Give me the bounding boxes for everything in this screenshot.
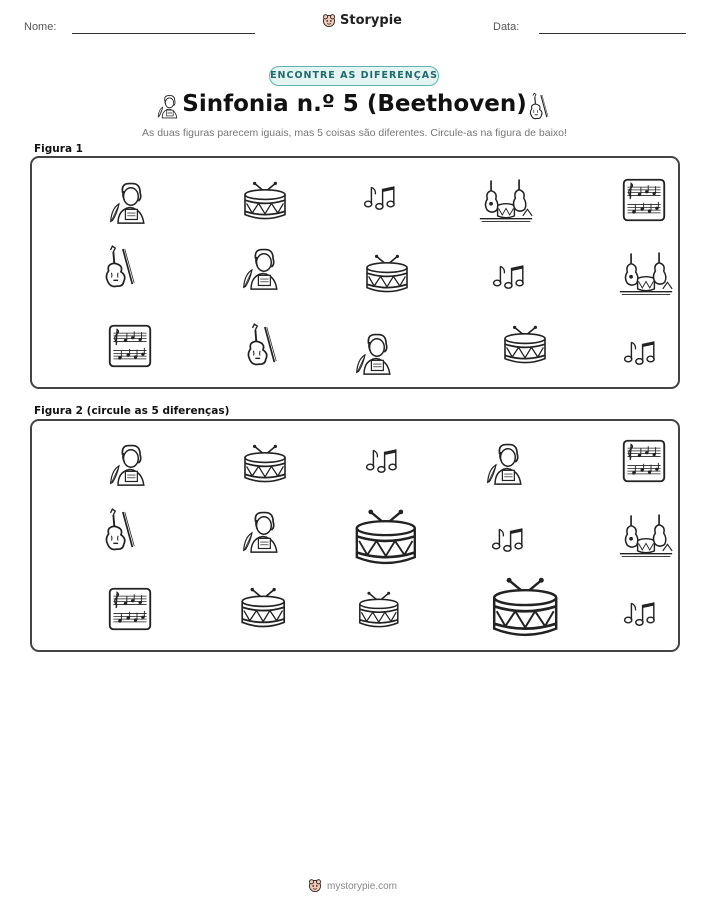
drum-icon [501, 324, 549, 366]
music-notes-icon[interactable] [489, 522, 529, 554]
date-label: Data: [493, 21, 520, 33]
violin-icon [243, 319, 281, 373]
drum-icon[interactable] [238, 586, 288, 630]
drum-icon [363, 253, 411, 295]
sheet-music-icon[interactable] [621, 438, 667, 484]
composer-icon [353, 328, 399, 378]
footer-site: mystorypie.com [327, 880, 398, 892]
brand [322, 13, 402, 28]
sheet-music-icon[interactable] [107, 586, 153, 632]
composer-icon[interactable] [107, 439, 153, 489]
name-line[interactable] [72, 33, 255, 34]
storypie-logo-icon [308, 879, 322, 893]
figure1-panel[interactable] [30, 156, 680, 389]
music-notes-icon[interactable] [363, 443, 403, 475]
music-notes-icon [490, 259, 530, 291]
orchestra-icon [618, 249, 674, 297]
violin-icon[interactable] [101, 504, 139, 558]
footer [308, 879, 397, 893]
music-notes-icon [621, 335, 661, 367]
drum-icon[interactable] [241, 443, 289, 485]
activity-badge: ENCONTRE AS DIFERENÇAS [269, 66, 439, 86]
page-subtitle: As duas figuras parecem iguais, mas 5 coisas são diferentes. Circule-as na figura de baixo! [142, 127, 567, 139]
drum-icon [241, 180, 289, 222]
orchestra-icon [478, 176, 534, 224]
composer-icon[interactable] [240, 506, 286, 556]
brand-name: Storypie [340, 13, 402, 28]
sheet-music-icon [621, 177, 667, 223]
violin-icon [527, 92, 551, 122]
page-title: Sinfonia n.º 5 (Beethoven) [182, 91, 527, 117]
composer-icon[interactable] [484, 438, 530, 488]
sheet-music-icon [107, 323, 153, 369]
date-line[interactable] [539, 33, 686, 34]
music-notes-icon [361, 180, 401, 212]
drum-icon[interactable] [356, 590, 402, 630]
violin-icon [101, 241, 139, 295]
storypie-logo-icon [322, 14, 336, 28]
drum-icon[interactable] [488, 575, 562, 640]
composer-icon [240, 243, 286, 293]
figure2-label: Figura 2 (circule as 5 diferenças) [34, 405, 230, 417]
orchestra-icon[interactable] [618, 511, 674, 559]
drum-icon[interactable] [351, 507, 421, 568]
composer-icon [107, 177, 153, 227]
music-notes-icon[interactable] [621, 596, 661, 628]
figure2-panel[interactable] [30, 419, 680, 652]
figure1-label: Figura 1 [34, 143, 83, 155]
name-label: Nome: [24, 21, 57, 33]
